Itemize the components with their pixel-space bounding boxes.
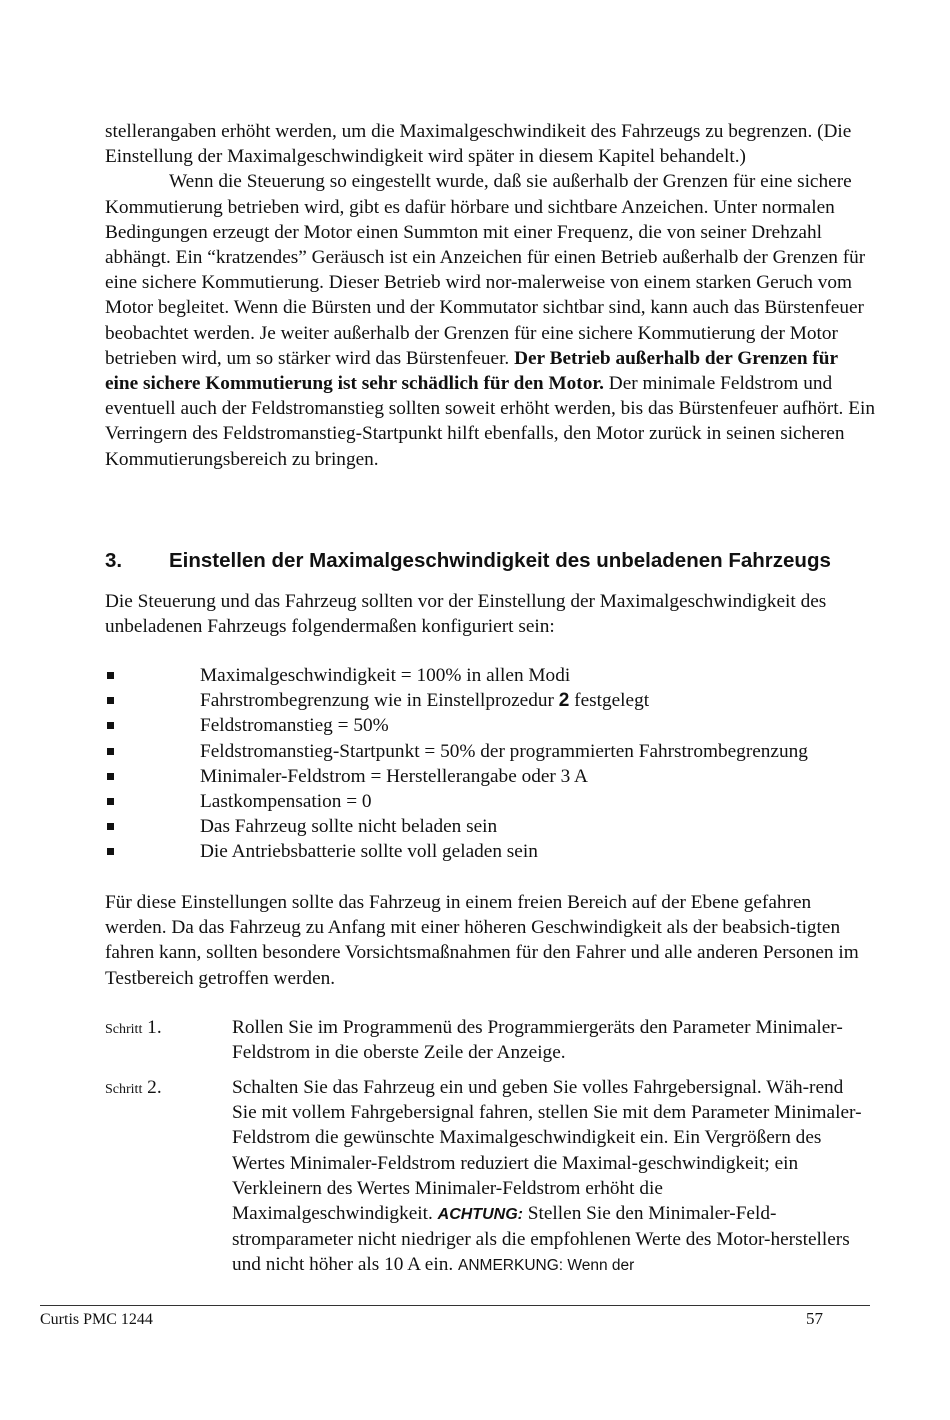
list-item [105, 688, 895, 713]
bullet-square-icon [107, 798, 114, 805]
note-label: ANMERKUNG: Wenn der [458, 1257, 635, 1275]
bullet-square-icon [107, 848, 114, 855]
list-item [105, 789, 895, 814]
page-number: 57 [806, 1309, 823, 1328]
section-intro-text: Die Steuerung und das Fahrzeug sollten vor der Einstellung der Maximalgeschwindigkeit des unbeladenen Fahrzeugs folgendermaßen konfiguriert sein: [105, 591, 827, 638]
intro-paragraph-2-text-a: Wenn die Steuerung so eingestellt wurde, daß sie außerhalb der Grenzen für eine sichere Kommutierung betrieben wird, gibt es dafür hörbare und sichtbare Anzeichen. Unter normalen Bedingungen erzeugt der Motor einen Summton mit einer Frequenz, die von seiner Drehzahl abhängt. Ein “kratzendes” Geräusch ist ein Anzeichen für einen Betrieb außerhalb der Grenzen für eine sichere Kommutierung. Dieser Betrieb wird nor-malerweise von einem starken Geruch vom Motor begleitet. Wenn die Bürsten und der Kommutator sichtbar sind, kann auch das Bürstenfeuer beobachtet werden. Je weiter außerhalb der Grenzen für eine sichere Kommutierung der Motor betrieben wird, um so stärker wird das Bürstenfeuer. [105, 171, 866, 369]
test-area-paragraph [105, 890, 875, 991]
list-item [105, 764, 895, 789]
section-title: Einstellen der Maximalgeschwindigkeit des unbeladenen Fahrzeugs [169, 549, 831, 572]
test-area-text: Für diese Einstellungen sollte das Fahrzeug in einem freien Bereich auf der Ebene gefahren werden. Da das Fahrzeug zu Anfang mit einer höheren Geschwindigkeit als der beabsich-tigten fahren kann, sollten besondere Vorsichtsmaßnahmen für den Fahrer und alle anderen Personen im Testbereich getroffen werden. [105, 892, 859, 989]
list-item-text: Feldstromanstieg = 50% [200, 715, 389, 737]
bullet-square-icon [107, 722, 114, 729]
list-item-text: Das Fahrzeug sollte nicht beladen sein [200, 816, 498, 838]
bullet-square-icon [107, 672, 114, 679]
step-word: Schritt [105, 1082, 143, 1097]
list-item [105, 663, 895, 688]
procedure-number: 2 [558, 690, 570, 712]
footer-divider [40, 1305, 870, 1306]
step-1-text: Rollen Sie im Programmenü des Programmiergeräts den Parameter Minimaler-Feldstrom in die oberste Zeile der Anzeige. [232, 1017, 843, 1064]
list-item-text-b: festgelegt [569, 690, 650, 712]
list-item-text: Maximalgeschwindigkeit = 100% in allen Modi [200, 665, 571, 686]
bullet-square-icon [107, 697, 114, 704]
step-number: 1. [147, 1017, 162, 1038]
bullet-square-icon [107, 773, 114, 780]
list-item-text: Feldstromanstieg-Startpunkt = 50% der programmierten Fahrstrombegrenzung [200, 740, 808, 762]
settings-list [105, 663, 895, 865]
footer-title: Curtis PMC 1244 [40, 1311, 153, 1328]
list-item [105, 839, 895, 864]
step-2-text-a: Schalten Sie das Fahrzeug ein und geben Sie volles Fahrgebersignal. Wäh-rend Sie mit vollem Fahrgebersignal fahren, stellen Sie mit dem Parameter Minimaler-Feldstrom die gewünschte Maximalgeschwindigkeit ein. Ein Vergrößern des Wertes Minimaler-Feldstrom reduziert die Maximal-geschwindigkeit; ein Verkleinern des Wertes Minimaler-Feldstrom erhöht die Maximalgeschwindigkeit. [232, 1077, 862, 1225]
list-item-text: Minimaler-Feldstrom = Herstellerangabe oder 3 A [200, 765, 588, 787]
bullet-square-icon [107, 823, 114, 830]
list-item [105, 713, 895, 738]
section-intro [105, 589, 875, 639]
section-number: 3. [105, 549, 123, 572]
list-item-text: Die Antriebsbatterie sollte voll geladen sein [200, 841, 538, 863]
step-label [105, 1015, 162, 1042]
list-item-text-a: Fahrstrombegrenzung wie in Einstellprozedur [200, 690, 559, 712]
intro-paragraph-2 [105, 169, 875, 471]
intro-paragraph-1: stellerangaben erhöht werden, um die Maximalgeschwindikeit des Fahrzeugs zu begrenzen. (Die Einstellung der Maximalgeschwindigkeit wird später in diesem Kapitel behandelt.) [105, 121, 852, 168]
step-2-text [232, 1075, 862, 1279]
step-2-text-b: Stellen Sie den Minimaler-Feld-stromparameter nicht niedriger als die empfohlenen Werte des Motor-herstellers und nicht höher als 10 A ein. [232, 1203, 850, 1276]
list-item-text [200, 688, 649, 713]
list-item [105, 739, 895, 764]
intro-warning-bold: Der Betrieb außerhalb der Grenzen für eine sichere Kommutierung ist sehr schädlich für den Motor. [105, 347, 838, 395]
step-label [105, 1075, 162, 1102]
list-item-text: Lastkompensation = 0 [200, 790, 372, 812]
intro-paragraph-2-text-b: Der minimale Feldstrom und eventuell auch der Feldstromanstieg sollten soweit erhöht werden, bis das Bürstenfeuer aufhört. Ein Verringern des Feldstromanstieg-Startpunkt hilft ebenfalls, den Motor zurück in seinen sicheren Kommutierungsbereich zu bringen. [105, 373, 875, 470]
step-word: Schritt [105, 1022, 143, 1037]
list-item [105, 814, 895, 839]
caution-label: ACHTUNG: [437, 1206, 523, 1224]
step-number: 2. [147, 1077, 162, 1098]
intro-text [105, 119, 875, 472]
bullet-square-icon [107, 748, 114, 755]
section-heading [105, 547, 885, 575]
